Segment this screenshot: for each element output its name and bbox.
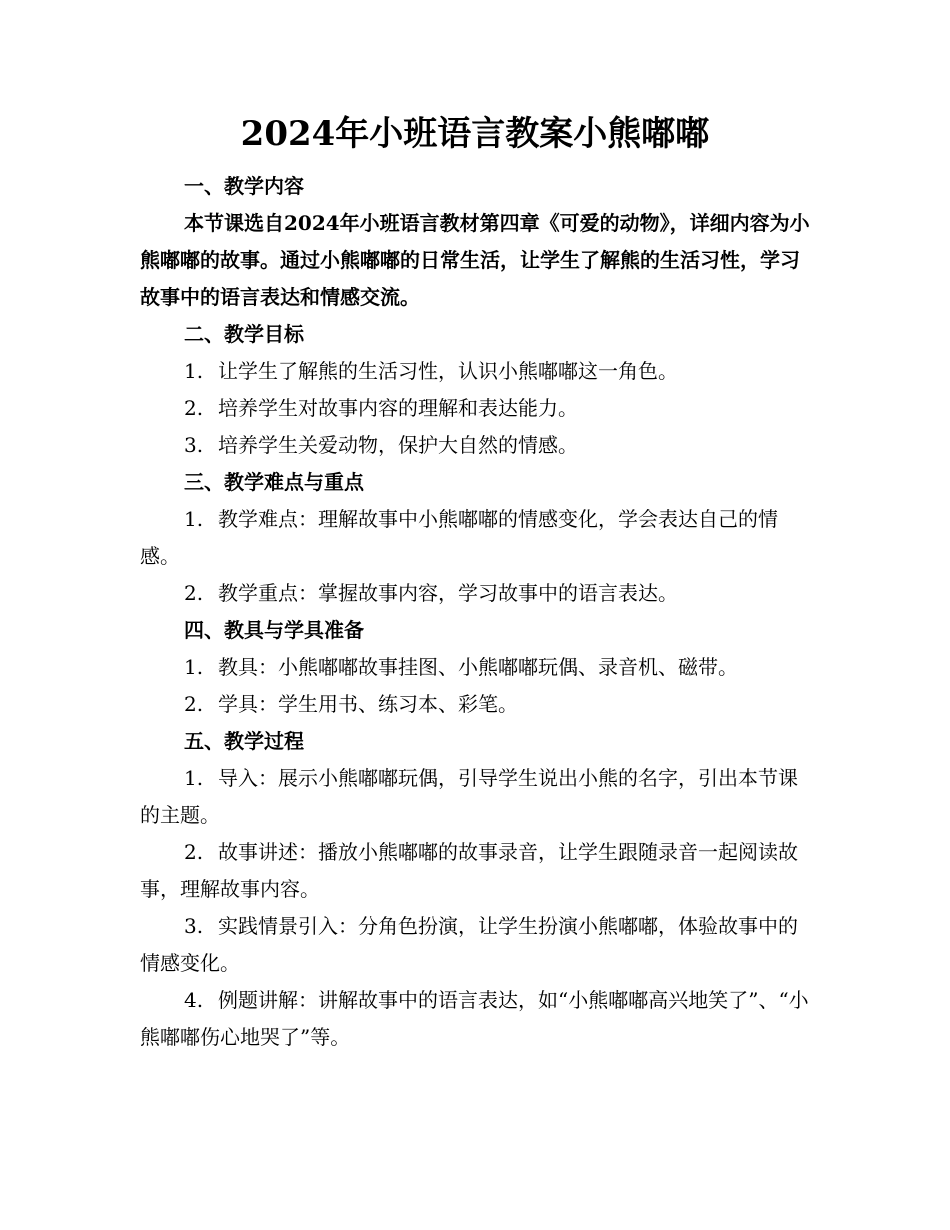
list-item-number: 1. xyxy=(184,766,204,790)
list-item-text: 教学重点：掌握故事内容，学习故事中的语言表达。 xyxy=(218,581,678,605)
list-item-text: 例题讲解：讲解故事中的语言表达，如“小熊嘟嘟高兴地笑了”、“小熊嘟嘟伤心地哭了”等。 xyxy=(140,988,809,1049)
section-heading-difficulties: 三、教学难点与重点 xyxy=(184,470,364,494)
list-item xyxy=(140,427,810,464)
list-item-text: 培养学生关爱动物，保护大自然的情感。 xyxy=(218,433,578,457)
list-item-text: 培养学生对故事内容的理解和表达能力。 xyxy=(218,396,578,420)
list-item-text: 让学生了解熊的生活习性，认识小熊嘟嘟这一角色。 xyxy=(218,359,678,383)
list-item xyxy=(140,390,810,427)
list-item-number: 1. xyxy=(184,359,204,383)
list-item xyxy=(140,982,810,1056)
section-paragraph-teaching-content: 本节课选自2024年小班语言教材第四章《可爱的动物》，详细内容为小熊嘟嘟的故事。通过小熊嘟嘟的日常生活，让学生了解熊的生活习性，学习故事中的语言表达和情感交流。 xyxy=(140,211,810,309)
list-item xyxy=(140,501,810,575)
list-item-number: 3. xyxy=(184,914,204,938)
list-item xyxy=(140,353,810,390)
section-heading-process: 五、教学过程 xyxy=(184,729,304,753)
list-item xyxy=(140,760,810,834)
list-item-number: 2. xyxy=(184,396,204,420)
section-heading-teaching-goals: 二、教学目标 xyxy=(184,322,304,346)
list-item-text: 教具：小熊嘟嘟故事挂图、小熊嘟嘟玩偶、录音机、磁带。 xyxy=(218,655,738,679)
list-item-number: 2. xyxy=(184,581,204,605)
list-item xyxy=(140,686,810,723)
list-item-number: 1. xyxy=(184,655,204,679)
list-item xyxy=(140,834,810,908)
list-item-number: 3. xyxy=(184,433,204,457)
section-heading-materials: 四、教具与学具准备 xyxy=(184,618,364,642)
list-item-number: 4. xyxy=(184,988,204,1012)
list-item-text: 故事讲述：播放小熊嘟嘟的故事录音，让学生跟随录音一起阅读故事，理解故事内容。 xyxy=(140,840,798,901)
list-item-text: 导入：展示小熊嘟嘟玩偶，引导学生说出小熊的名字，引出本节课的主题。 xyxy=(140,766,798,827)
list-item xyxy=(140,908,810,982)
list-item-text: 教学难点：理解故事中小熊嘟嘟的情感变化，学会表达自己的情感。 xyxy=(140,507,778,568)
list-item-number: 2. xyxy=(184,840,204,864)
list-item xyxy=(140,649,810,686)
section-heading-teaching-content: 一、教学内容 xyxy=(184,174,304,198)
document-body xyxy=(140,168,810,1056)
list-item-number: 2. xyxy=(184,692,204,716)
list-item-text: 实践情景引入：分角色扮演，让学生扮演小熊嘟嘟，体验故事中的情感变化。 xyxy=(140,914,798,975)
list-item-text: 学具：学生用书、练习本、彩笔。 xyxy=(218,692,518,716)
list-item xyxy=(140,575,810,612)
document-title: 2024年小班语言教案小熊嘟嘟 xyxy=(240,114,710,154)
list-item-number: 1. xyxy=(184,507,204,531)
